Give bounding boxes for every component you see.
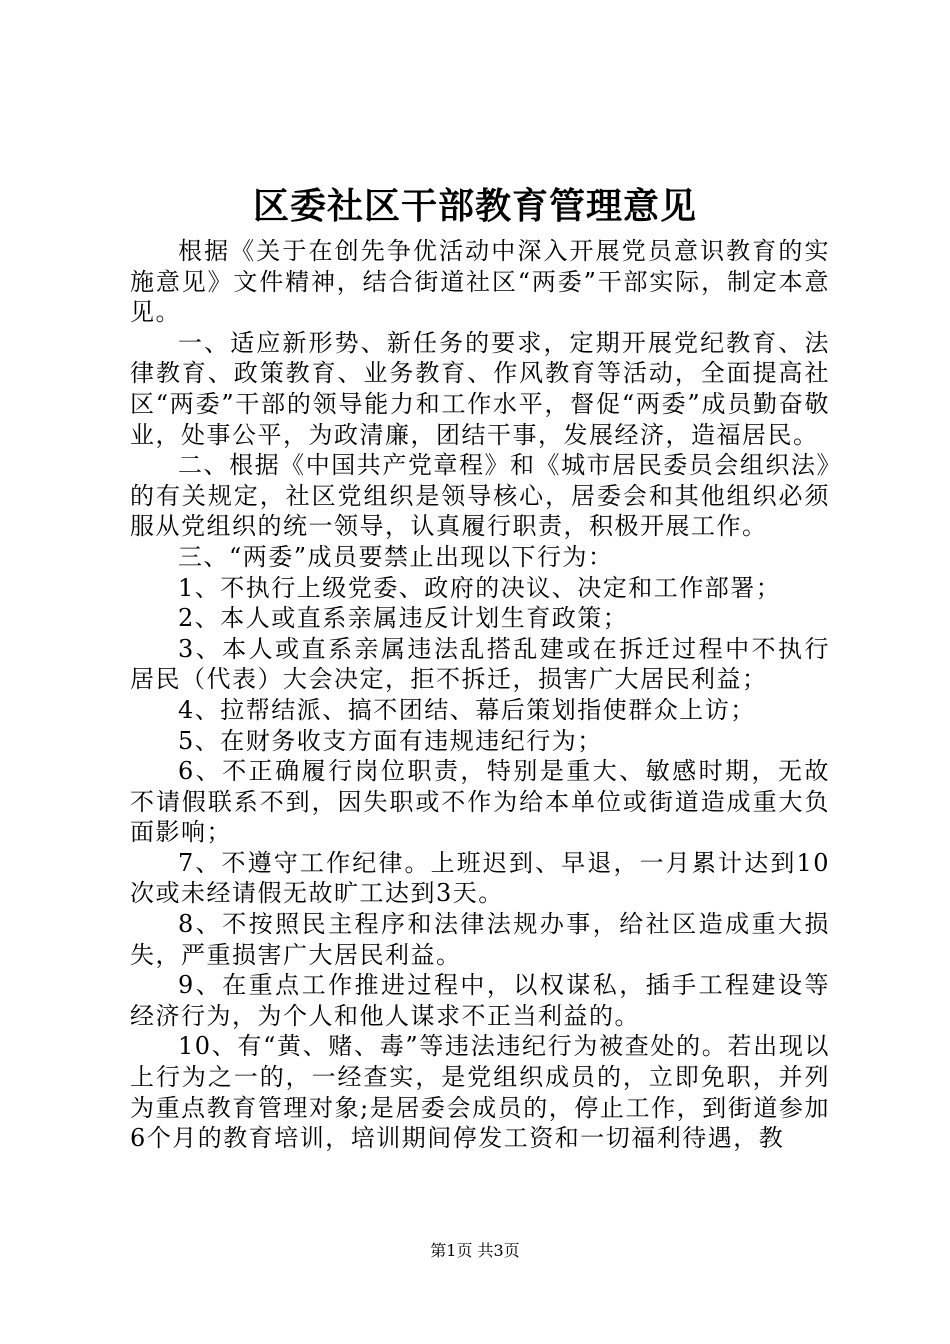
section-one-paragraph: 一、适应新形势、新任务的要求，定期开展党纪教育、法律教育、政策教育、业务教育、作风教育等活动，全面提高社区“两委”干部的领导能力和工作水平，督促“两委”成员勤奋敬业，处事公平，为政清廉，团结干事，发展经济，造福居民。 xyxy=(130,328,830,449)
prohibited-item-10: 10、有“黄、赌、毒”等违法违纪行为被查处的。若出现以上行为之一的，一经查实，是党组织成员的，立即免职，并列为重点教育管理对象;是居委会成员的，停止工作，到街道参加6个月的教育培训，培训期间停发工资和一切福利待遇，教 xyxy=(130,1032,830,1153)
prohibited-item-1: 1、不执行上级党委、政府的决议、决定和工作部署； xyxy=(178,573,782,602)
intro-paragraph: 根据《关于在创先争优活动中深入开展党员意识教育的实施意见》文件精神，结合街道社区“两委”干部实际，制定本意见。 xyxy=(130,237,830,327)
prohibited-item-6: 6、不正确履行岗位职责，特别是重大、敏感时期，无故不请假联系不到，因失职或不作为给本单位或街道造成重大负面影响； xyxy=(130,757,830,847)
page-number-footer: 第1页 共3页 xyxy=(430,1241,520,1260)
prohibited-item-8: 8、不按照民主程序和法律法规办事，给社区造成重大损失，严重损害广大居民利益。 xyxy=(130,910,830,969)
document-body xyxy=(130,236,830,1154)
prohibited-item-3: 3、本人或直系亲属违法乱搭乱建或在拆迁过程中不执行居民（代表）大会决定，拒不拆迁，损害广大居民利益； xyxy=(130,634,830,694)
prohibited-item-2: 2、本人或直系亲属违反计划生育政策； xyxy=(178,604,629,633)
prohibited-item-9: 9、在重点工作推进过程中，以权谋私，插手工程建设等经济行为，为个人和他人谋求不正当利益的。 xyxy=(130,971,830,1030)
prohibited-item-7: 7、不遵守工作纪律。上班迟到、早退，一月累计达到10次或未经请假无故旷工达到3天。 xyxy=(130,848,830,908)
prohibited-item-5: 5、在财务收支方面有违规违纪行为； xyxy=(178,726,603,755)
document-title: 区委社区干部教育管理意见 xyxy=(252,185,697,227)
prohibited-item-4: 4、拉帮结派、搞不团结、幕后策划指使群众上访； xyxy=(178,695,756,724)
section-three-heading: 三、“两委”成员要禁止出现以下行为： xyxy=(178,542,614,571)
section-two-paragraph: 二、根据《中国共产党章程》和《城市居民委员会组织法》的有关规定，社区党组织是领导核心，居委会和其他组织必须服从党组织的统一领导，认真履行职责，积极开展工作。 xyxy=(130,451,830,541)
